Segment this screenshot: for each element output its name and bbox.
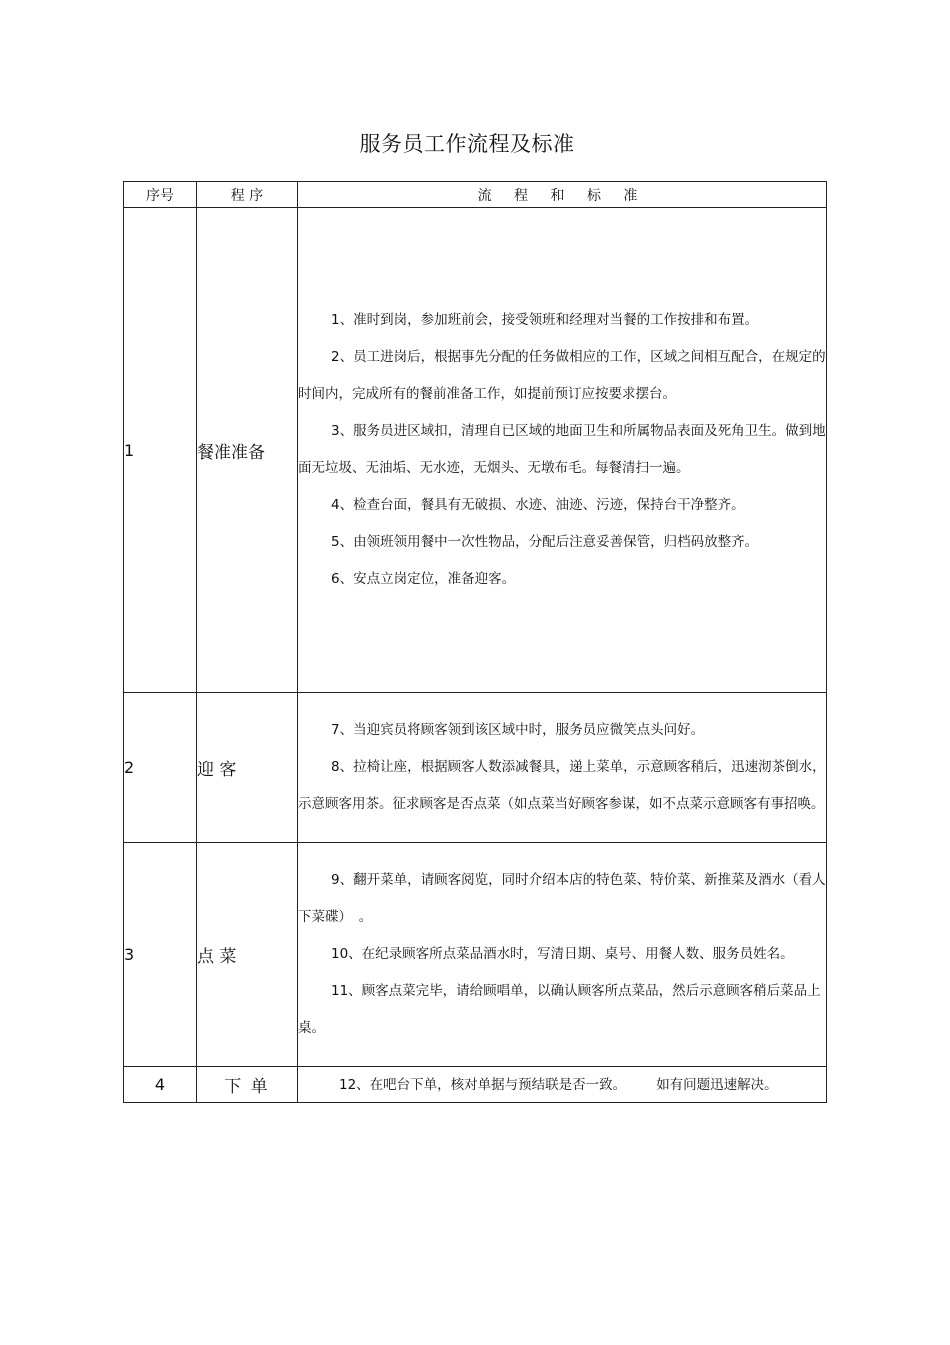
standard-item-part: 如有问题迅速解决。	[656, 1076, 778, 1093]
row-number: 1	[124, 208, 197, 693]
header-standards: 流 程 和 标 准	[298, 182, 827, 208]
header-procedure: 程 序	[197, 182, 298, 208]
standard-item: 2、员工进岗后，根据事先分配的任务做相应的工作，区域之间相互配合，在规定的时间内，完成所有的餐前准备工作，如提前预订应按要求摆台。	[298, 349, 826, 402]
row-procedure: 下 单	[197, 1067, 298, 1103]
table-row	[124, 843, 827, 1067]
table-header-row	[124, 182, 827, 208]
standard-item: 5、由领班领用餐中一次性物品，分配后注意妥善保管，归档码放整齐。	[331, 534, 759, 550]
table-row	[124, 693, 827, 843]
row-procedure: 点 菜	[197, 843, 298, 1067]
row-standards	[298, 843, 827, 1067]
standard-item: 3、服务员进区域扣，清理自已区域的地面卫生和所属物品表面及死角卫生。做到地面无垃圾、无油垢、无水迹，无烟头、无墩布毛。每餐清扫一遍。	[298, 423, 826, 476]
standard-item-part: 12、在吧台下单，核对单据与预结联是否一致。	[339, 1076, 627, 1093]
row-number: 2	[124, 693, 197, 843]
row-standards	[298, 208, 827, 693]
standard-item: 9、翻开菜单，请顾客阅览，同时介绍本店的特色菜、特价菜、新推菜及酒水（看人下菜碟） 。	[298, 872, 826, 925]
row-number: 4	[124, 1067, 197, 1103]
standard-item: 7、当迎宾员将顾客领到该区域中时，服务员应微笑点头问好。	[331, 722, 705, 738]
row-procedure: 餐准准备	[197, 208, 298, 693]
document-title: 服务员工作流程及标准	[359, 132, 575, 156]
standard-item: 10、在纪录顾客所点菜品酒水时，写清日期、桌号、用餐人数、服务员姓名。	[331, 946, 794, 962]
table-row	[124, 1067, 827, 1103]
standard-item	[306, 1074, 822, 1096]
standard-item: 4、检查台面，餐具有无破损、水迹、油迹、污迹，保持台干净整齐。	[331, 497, 745, 513]
row-procedure: 迎 客	[197, 693, 298, 843]
standard-item: 1、准时到岗，参加班前会，接受领班和经理对当餐的工作按排和布置。	[331, 312, 759, 328]
procedure-table	[123, 181, 827, 1103]
standard-item: 8、拉椅让座，根据顾客人数添减餐具，递上菜单，示意顾客稍后，迅速沏茶倒水，示意顾客用茶。征求顾客是否点菜（如点菜当好顾客参谋，如不点菜示意顾客有事招唤。	[298, 759, 826, 812]
standard-item: 11、顾客点菜完毕，请给顾唱单，以确认顾客所点菜品，然后示意顾客稍后菜品上桌。	[298, 983, 821, 1036]
row-standards	[298, 1067, 827, 1103]
row-number: 3	[124, 843, 197, 1067]
header-number: 序号	[124, 182, 197, 208]
standard-item: 6、安点立岗定位，准备迎客。	[331, 571, 516, 587]
row-standards	[298, 693, 827, 843]
table-row	[124, 208, 827, 693]
